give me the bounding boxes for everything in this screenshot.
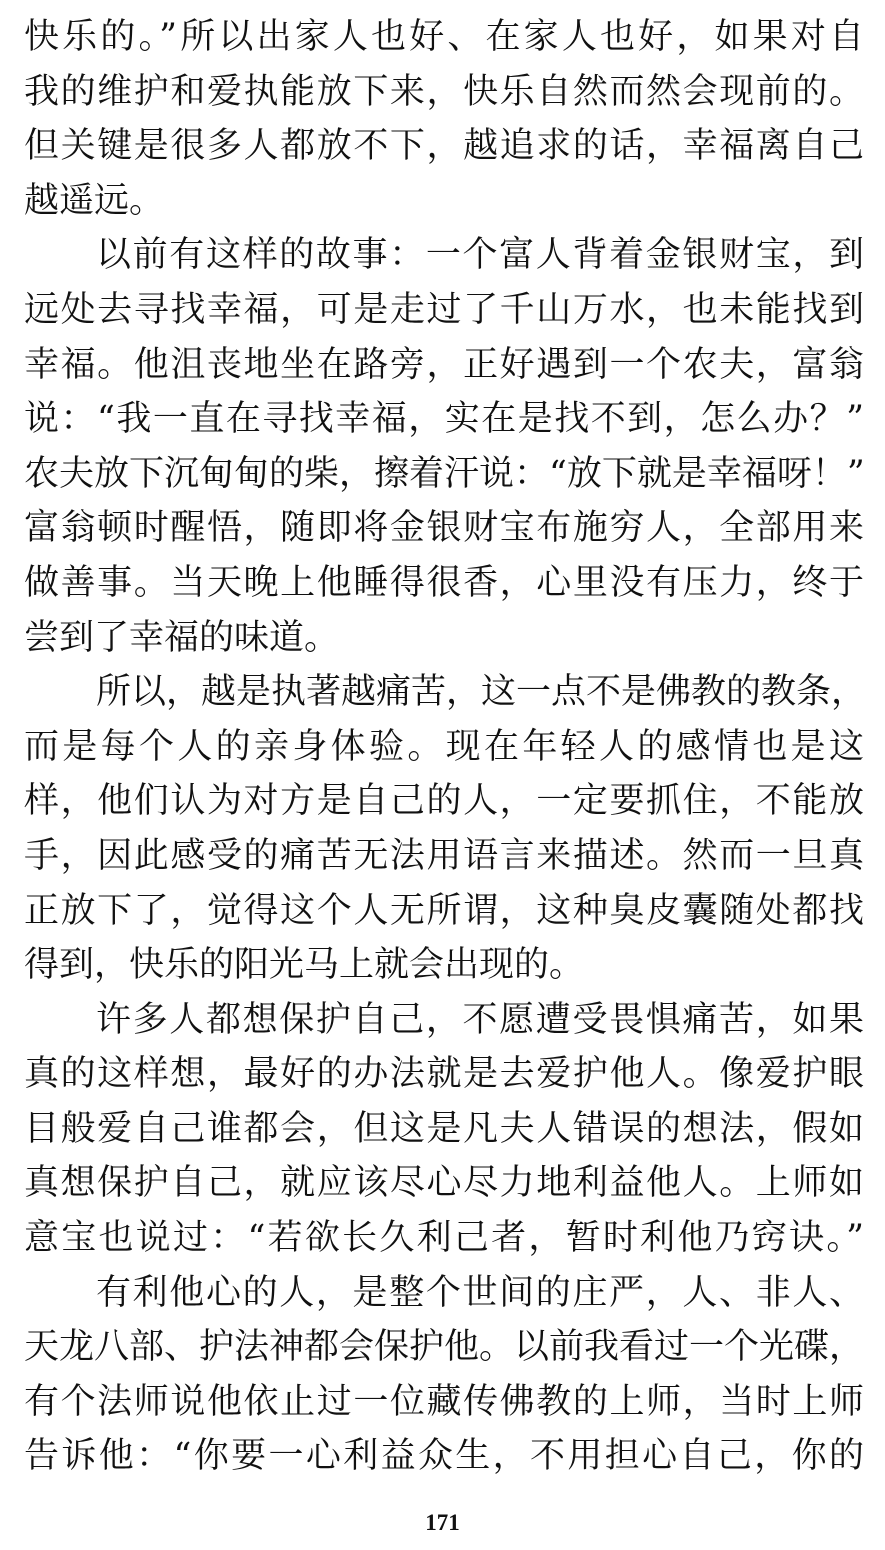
text-line: 农夫放下沉甸甸的柴，擦着汗说：“放下就是幸福呀！” [24,453,865,494]
paragraph-first-line: 许多人都想保护自己，不愿遭受畏惧痛苦，如果 [96,999,864,1040]
text-line: 正放下了，觉得这个人无所谓，这种臭皮囊随处都找 [24,890,864,931]
text-line: 远处去寻找幸福，可是走过了千山万水，也未能找到 [24,289,864,330]
text-line: 真想保护自己，就应该尽心尽力地利益他人。上师如 [24,1163,864,1204]
text-line: 越遥远。 [24,180,165,221]
text-line: 真的这样想，最好的办法就是去爱护他人。像爱护眼 [24,1054,864,1095]
text-line: 说：“我一直在寻找幸福，实在是找不到，怎么办？” [24,399,864,440]
text-line: 意宝也说过：“若欲长久利己者，暂时利他乃窍诀。” [24,1218,864,1259]
text-line: 我的维护和爱执能放下来，快乐自然而然会现前的。 [24,71,864,112]
paragraph-first-line: 有利他心的人，是整个世间的庄严，人、非人、 [96,1272,864,1313]
text-line: 天龙八部、护法神都会保护他。以前我看过一个光碟， [24,1327,865,1368]
text-line: 尝到了幸福的味道。 [24,617,340,658]
text-line: 而是每个人的亲身体验。现在年轻人的感情也是这 [24,726,864,767]
text-line: 目般爱自己谁都会，但这是凡夫人错误的想法，假如 [24,1108,864,1149]
text-line: 告诉他：“你要一心利益众生，不用担心自己，你的 [24,1436,864,1477]
text-line: 样，他们认为对方是自己的人，一定要抓住，不能放 [24,781,864,822]
page-number: 171 [425,1510,460,1535]
text-line: 有个法师说他依止过一位藏传佛教的上师，当时上师 [24,1381,864,1422]
text-line: 得到，快乐的阳光马上就会出现的。 [24,945,585,986]
text-line: 快乐的。”所以出家人也好、在家人也好，如果对自 [24,17,864,57]
text-line: 手，因此感受的痛苦无法用语言来描述。然而一旦真 [24,835,864,876]
body-text [24,10,867,1484]
text-line: 但关键是很多人都放不下，越追求的话，幸福离自己 [24,126,864,167]
text-line: 做善事。当天晚上他睡得很香，心里没有压力，终于 [24,562,864,603]
paragraph-first-line: 以前有这样的故事：一个富人背着金银财宝，到 [96,235,864,276]
paragraph-first-line: 所以，越是执著越痛苦，这一点不是佛教的教条， [96,672,867,713]
text-line: 富翁顿时醒悟，随即将金银财宝布施穷人，全部用来 [24,508,864,549]
text-line: 幸福。他沮丧地坐在路旁，正好遇到一个农夫，富翁 [24,344,864,385]
